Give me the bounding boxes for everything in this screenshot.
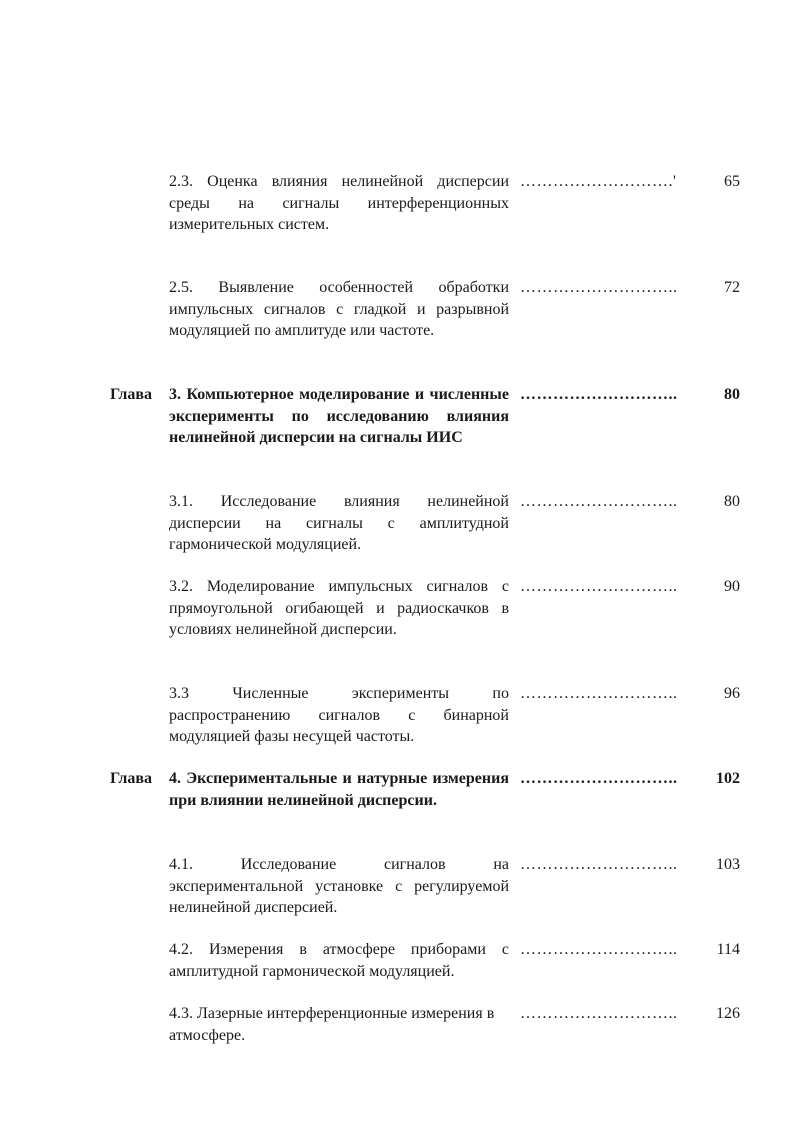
toc-entry-leader: ……………………….' xyxy=(520,173,677,190)
toc-entry-leader: ……………………….. xyxy=(520,578,678,595)
toc-entry-leader: ……………………….. xyxy=(520,386,678,403)
toc-chapter-title-text: 3. Компьютерное моделирование и численные эксперименты по исследованию влияния нелинейной дисперсии на сигналы ИИС xyxy=(169,386,509,446)
toc-entry-title: 4.2. Измерения в атмосфере приборами с амплитудной гармонической модуляцией. xyxy=(169,941,509,980)
toc-entry-title: 2.5. Выявление особенностей обработки импульсных сигналов с гладкой и разрывной модуляцией по амплитуде или частоте. xyxy=(169,279,509,339)
toc-chapter-prefix: Глава xyxy=(110,386,152,403)
toc-entry-leader: ……………………….. xyxy=(520,941,678,958)
toc-entry-title: 2.3. Оценка влияния нелинейной дисперсии среды на сигналы интерференционных измерительных систем. xyxy=(169,173,509,233)
toc-entry-leader: ……………………….. xyxy=(520,856,678,873)
toc-entry-page: 65 xyxy=(724,173,740,190)
toc-entry-page: 80 xyxy=(724,386,740,403)
toc-entry-title: 3.3 Численные эксперименты по распространению сигналов с бинарной модуляцией фазы несущей частоты. xyxy=(169,685,509,745)
toc-entry-title: 4.3. Лазерные интерференционные измерения в атмосфере. xyxy=(169,1005,495,1044)
toc-entry-title: 4.1. Исследование сигналов на экспериментальной установке с регулируемой нелинейной дисперсией. xyxy=(169,856,509,916)
toc-entry-leader: ……………………….. xyxy=(520,770,678,787)
toc-entry-leader: ……………………….. xyxy=(520,1005,678,1022)
toc-entry-page: 96 xyxy=(724,685,740,702)
toc-entry-page: 102 xyxy=(716,770,740,787)
toc-entry-leader: ……………………….. xyxy=(520,685,678,702)
toc-entry-page: 80 xyxy=(724,493,740,510)
toc-entry-title: 3.1. Исследование влияния нелинейной дисперсии на сигналы с амплитудной гармонической модуляцией. xyxy=(169,493,509,553)
toc-entry-page: 126 xyxy=(716,1005,740,1022)
toc-entry-title: 3.2. Моделирование импульсных сигналов с прямоугольной огибающей и радиоскачков в условиях нелинейной дисперсии. xyxy=(169,578,509,638)
toc-entry-leader: ……………………….. xyxy=(520,493,678,510)
toc-chapter-title xyxy=(169,384,509,449)
toc-entry-page: 72 xyxy=(724,279,740,296)
toc-entry-page: 114 xyxy=(716,941,740,958)
toc-chapter-title: 4. Экспериментальные и натурные измерения при влиянии нелинейной дисперсии. xyxy=(169,770,509,809)
toc-entry-page: 103 xyxy=(716,856,740,873)
toc-entry-leader: ……………………….. xyxy=(520,279,678,296)
toc-chapter-prefix: Глава xyxy=(110,770,152,787)
toc-entry-page: 90 xyxy=(724,578,740,595)
